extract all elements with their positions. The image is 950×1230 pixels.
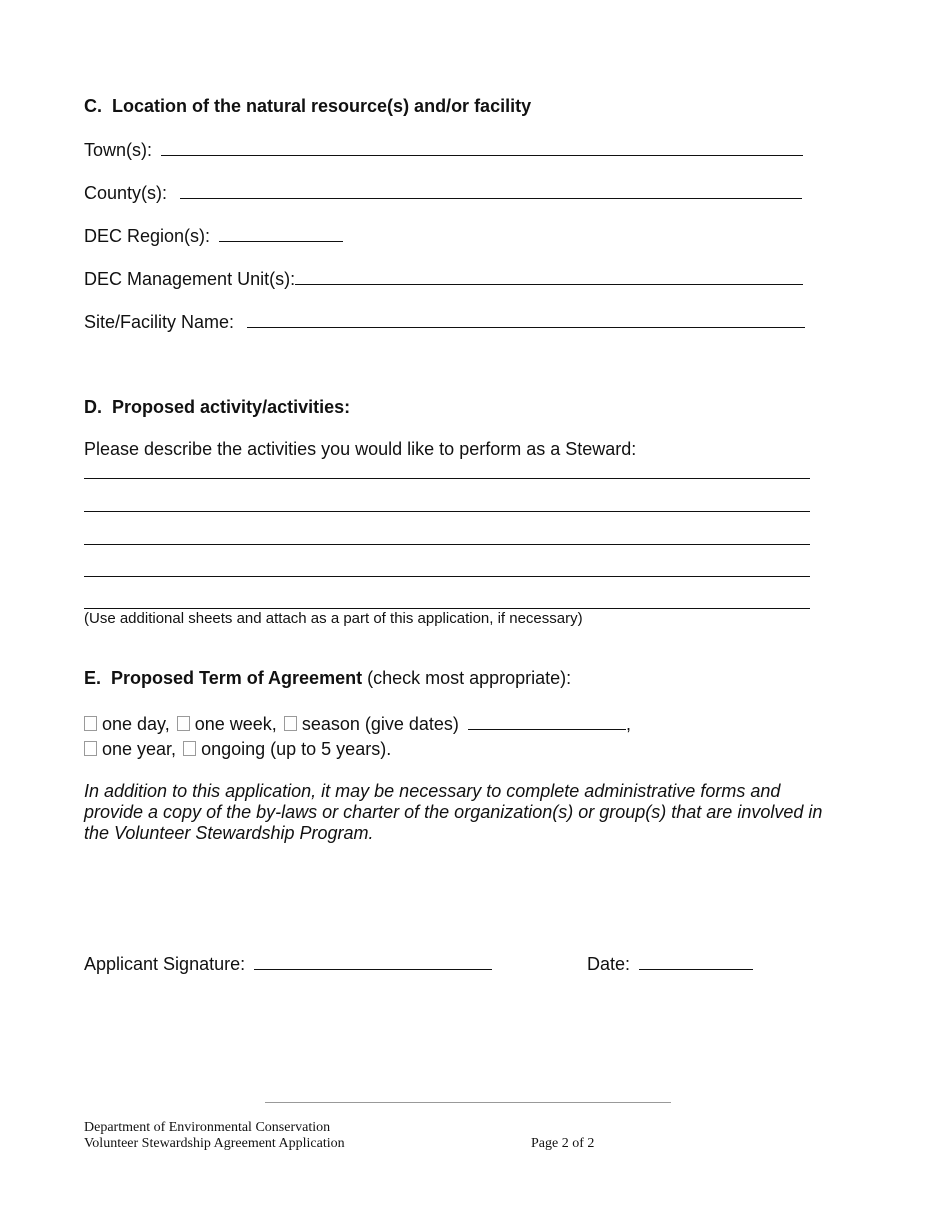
one-week-label: one week, bbox=[194, 714, 277, 734]
applicant-signature-input[interactable] bbox=[254, 953, 492, 970]
town-field-row bbox=[84, 139, 803, 161]
activities-line-1[interactable] bbox=[84, 478, 810, 479]
town-input[interactable] bbox=[161, 139, 803, 156]
footer-form-name: Volunteer Stewardship Agreement Application bbox=[84, 1136, 345, 1151]
section-d-number: D. bbox=[84, 397, 102, 417]
administrative-disclaimer: In addition to this application, it may be necessary to complete administrative forms and provide a copy of the by-laws or charter of the organization(s) or group(s) that are involved in the Volunteer Stewardship Program. bbox=[84, 781, 823, 843]
activities-line-3[interactable] bbox=[84, 544, 810, 545]
section-e-instruction: (check most appropriate): bbox=[362, 668, 572, 688]
site-field-row bbox=[84, 311, 805, 333]
section-d-title: Proposed activity/activities: bbox=[112, 397, 351, 417]
activities-line-4[interactable] bbox=[84, 576, 810, 577]
town-label: Town(s): bbox=[84, 140, 153, 160]
additional-sheets-note: (Use additional sheets and attach as a part of this application, if necessary) bbox=[84, 610, 583, 627]
section-c-heading bbox=[84, 96, 531, 117]
section-c-title: Location of the natural resource(s) and/or facility bbox=[112, 96, 532, 116]
one-day-label: one day, bbox=[102, 714, 170, 734]
footer-page-number: Page 2 of 2 bbox=[531, 1136, 595, 1151]
site-input[interactable] bbox=[247, 311, 805, 328]
one-day-checkbox[interactable] bbox=[84, 716, 97, 731]
section-c-number: C. bbox=[84, 96, 102, 116]
term-options-row-2 bbox=[84, 739, 391, 760]
region-label: DEC Region(s): bbox=[84, 226, 211, 246]
activities-line-5[interactable] bbox=[84, 608, 810, 609]
term-options-row-1 bbox=[84, 713, 631, 735]
ongoing-label: ongoing (up to 5 years). bbox=[201, 739, 392, 759]
season-checkbox[interactable] bbox=[284, 716, 297, 731]
one-week-checkbox[interactable] bbox=[177, 716, 190, 731]
footer-department: Department of Environmental Conservation bbox=[84, 1120, 331, 1135]
region-field-row bbox=[84, 225, 343, 247]
applicant-signature-label: Applicant Signature: bbox=[84, 954, 246, 974]
management-unit-label: DEC Management Unit(s): bbox=[84, 269, 296, 289]
date-input[interactable] bbox=[639, 953, 753, 970]
management-unit-field-row bbox=[84, 268, 803, 290]
applicant-signature-row bbox=[84, 953, 492, 975]
region-input[interactable] bbox=[219, 225, 343, 242]
county-field-row bbox=[84, 182, 802, 204]
season-comma: , bbox=[625, 714, 631, 734]
county-label: County(s): bbox=[84, 183, 168, 203]
section-e-heading bbox=[84, 668, 571, 689]
site-label: Site/Facility Name: bbox=[84, 312, 235, 332]
date-row bbox=[587, 953, 753, 975]
section-d-heading bbox=[84, 397, 350, 418]
management-unit-input[interactable] bbox=[295, 268, 803, 285]
county-input[interactable] bbox=[180, 182, 802, 199]
footer-divider bbox=[265, 1102, 671, 1103]
ongoing-checkbox[interactable] bbox=[183, 741, 196, 756]
date-label: Date: bbox=[587, 954, 631, 974]
activities-prompt: Please describe the activities you would like to perform as a Steward: bbox=[84, 439, 637, 459]
activities-line-2[interactable] bbox=[84, 511, 810, 512]
season-label: season (give dates) bbox=[301, 714, 459, 734]
one-year-checkbox[interactable] bbox=[84, 741, 97, 756]
section-e-title: Proposed Term of Agreement bbox=[111, 668, 363, 688]
one-year-label: one year, bbox=[102, 739, 177, 759]
season-dates-input[interactable] bbox=[468, 713, 626, 730]
section-e-number: E. bbox=[84, 668, 102, 688]
